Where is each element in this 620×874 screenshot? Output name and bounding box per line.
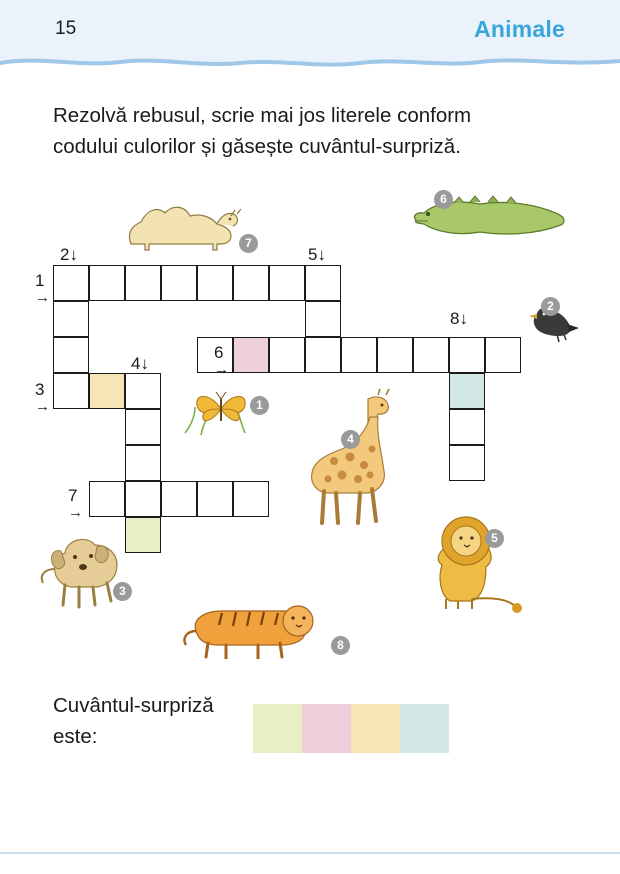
- picture-marker: 3: [113, 582, 132, 601]
- picture-marker: 5: [485, 529, 504, 548]
- clue-number: 3: [35, 380, 45, 399]
- answer-label: [53, 690, 214, 752]
- crossword-cell[interactable]: [449, 409, 485, 445]
- crossword-cell[interactable]: [233, 337, 269, 373]
- clue-arrow: →: [214, 361, 229, 378]
- crossword-cell[interactable]: [125, 481, 161, 517]
- answer-box[interactable]: [400, 704, 449, 753]
- crossword-cell[interactable]: [53, 337, 89, 373]
- crossword-cell[interactable]: [53, 301, 89, 337]
- crossword-cell[interactable]: [305, 265, 341, 301]
- answer-box[interactable]: [351, 704, 400, 753]
- crossword-cell[interactable]: [197, 481, 233, 517]
- answer-label-line-2: este:: [53, 725, 98, 748]
- clue-number: 2↓: [60, 245, 78, 264]
- instructions-line-2: codului culorilor și găsește cuvântul-surpriză.: [53, 135, 461, 158]
- crossword-cell[interactable]: [197, 265, 233, 301]
- crossword-cell[interactable]: [413, 337, 449, 373]
- picture-marker: 8: [331, 636, 350, 655]
- clue-number: 8↓: [450, 309, 468, 328]
- crossword-cell[interactable]: [485, 337, 521, 373]
- crossword-cell[interactable]: [125, 409, 161, 445]
- crossword-cell[interactable]: [89, 265, 125, 301]
- clue-number: 1: [35, 271, 45, 290]
- crossword-cell[interactable]: [161, 265, 197, 301]
- clue-number: 5↓: [308, 245, 326, 264]
- crossword-cell[interactable]: [305, 301, 341, 337]
- clue-number: 7: [68, 486, 78, 505]
- crossword-cell[interactable]: [125, 445, 161, 481]
- footer-rule: [0, 852, 620, 854]
- page-number: 15: [55, 18, 77, 39]
- picture-marker: 1: [250, 396, 269, 415]
- crossword-cell[interactable]: [53, 265, 89, 301]
- crossword-cell[interactable]: [269, 337, 305, 373]
- crossword-cell[interactable]: [449, 373, 485, 409]
- chapter-title: Animale: [474, 16, 565, 42]
- crossword-cell[interactable]: [89, 373, 125, 409]
- clue-arrow: →: [35, 289, 50, 306]
- crossword-cell[interactable]: [125, 373, 161, 409]
- crossword-cell[interactable]: [305, 337, 341, 373]
- crossword-cell[interactable]: [233, 265, 269, 301]
- crossword-cell[interactable]: [125, 517, 161, 553]
- clue-arrow: →: [68, 504, 83, 521]
- clue-arrow: →: [35, 398, 50, 415]
- answer-box[interactable]: [302, 704, 351, 753]
- answer-boxes[interactable]: [253, 704, 449, 753]
- crossword-cell[interactable]: [125, 265, 161, 301]
- picture-marker: 2: [541, 297, 560, 316]
- instructions-line-1: Rezolvă rebusul, scrie mai jos literele conform: [53, 104, 472, 127]
- clue-number: 4↓: [131, 354, 149, 373]
- crossword-cell[interactable]: [341, 337, 377, 373]
- picture-marker: 7: [239, 234, 258, 253]
- crossword-cell[interactable]: [449, 337, 485, 373]
- picture-marker: 4: [341, 430, 360, 449]
- clue-number: 6: [214, 343, 224, 362]
- answer-box[interactable]: [253, 704, 302, 753]
- crossword-cell[interactable]: [53, 373, 89, 409]
- crossword-cell[interactable]: [449, 445, 485, 481]
- crossword-cell[interactable]: [89, 481, 125, 517]
- crossword-cell[interactable]: [269, 265, 305, 301]
- answer-label-line-1: Cuvântul-surpriză: [53, 694, 214, 717]
- picture-marker: 6: [434, 190, 453, 209]
- crossword-cell[interactable]: [233, 481, 269, 517]
- crossword-cell[interactable]: [161, 481, 197, 517]
- crossword-cell[interactable]: [377, 337, 413, 373]
